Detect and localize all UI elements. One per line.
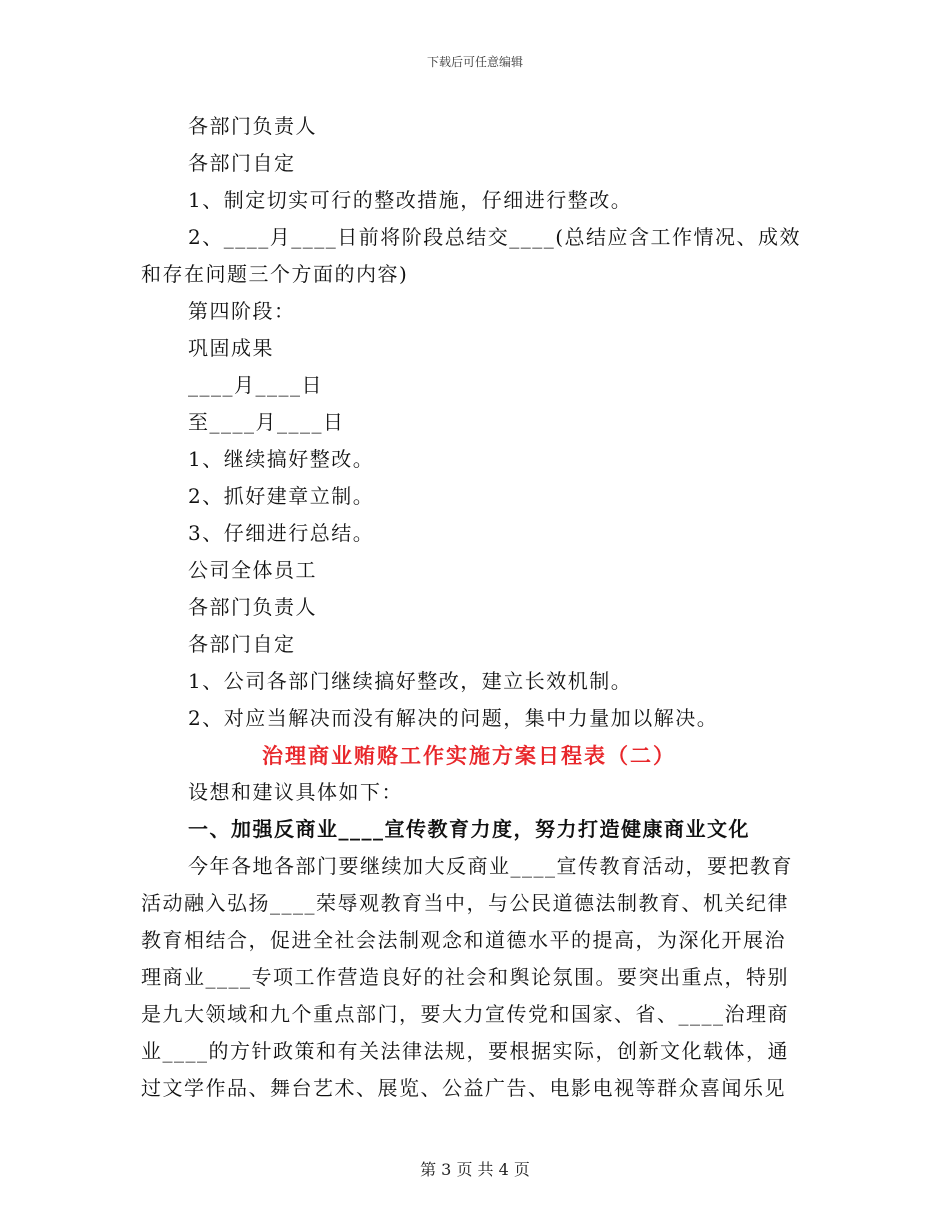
text-line: 3、仔细进行总结。 [188, 521, 375, 545]
text-line: 1、公司各部门继续搞好整改，建立长效机制。 [188, 669, 633, 693]
text-line: 和存在问题三个方面的内容) [141, 262, 409, 286]
section-title: 治理商业贿赂工作实施方案日程表（二） [262, 743, 676, 768]
text-line: 公司全体员工 [188, 558, 317, 582]
text-line: 设想和建议具体如下： [188, 780, 403, 804]
text-line: 2、____月____日前将阶段总结交____(总结应含工作情况、成效 [188, 225, 802, 249]
text-line: 第四阶段： [188, 299, 296, 323]
body-line: 业____的方针政策和有关法律法规，要根据实际，创新文化载体，通 [141, 1039, 789, 1063]
body-line: 过文学作品、舞台艺术、展览、公益广告、电影电视等群众喜闻乐见 [141, 1076, 786, 1100]
text-line: 2、对应当解决而没有解决的问题，集中力量加以解决。 [188, 706, 719, 730]
document-body [141, 108, 802, 1107]
text-line: 1、制定切实可行的整改措施，仔细进行整改。 [188, 188, 633, 212]
section-heading: 一、加强反商业____宣传教育力度，努力打造健康商业文化 [188, 817, 750, 841]
text-line: 1、继续搞好整改。 [188, 447, 375, 471]
text-line: 各部门自定 [188, 632, 296, 656]
body-line: 理商业____专项工作营造良好的社会和舆论氛围。要突出重点，特别 [141, 965, 789, 989]
body-line: 是九大领域和九个重点部门，要大力宣传党和国家、省、____治理商 [141, 1002, 789, 1026]
text-line: 2、抓好建章立制。 [188, 484, 375, 508]
text-line: 各部门自定 [188, 151, 296, 175]
body-line: 活动融入弘扬____荣辱观教育当中，与公民道德法制教育、机关纪律 [141, 891, 789, 915]
text-line: 巩固成果 [188, 336, 274, 360]
text-line: 各部门负责人 [188, 595, 317, 619]
text-line: ____月____日 [188, 373, 323, 397]
text-line: 各部门负责人 [188, 114, 317, 138]
page-header: 下载后可任意编辑 [426, 55, 523, 69]
text-line: 至____月____日 [188, 410, 345, 434]
page-footer: 第 3 页 共 4 页 [420, 1160, 530, 1179]
body-line: 教育相结合，促进全社会法制观念和道德水平的提高，为深化开展治 [141, 928, 786, 952]
body-line: 今年各地各部门要继续加大反商业____宣传教育活动，要把教育 [188, 854, 793, 878]
